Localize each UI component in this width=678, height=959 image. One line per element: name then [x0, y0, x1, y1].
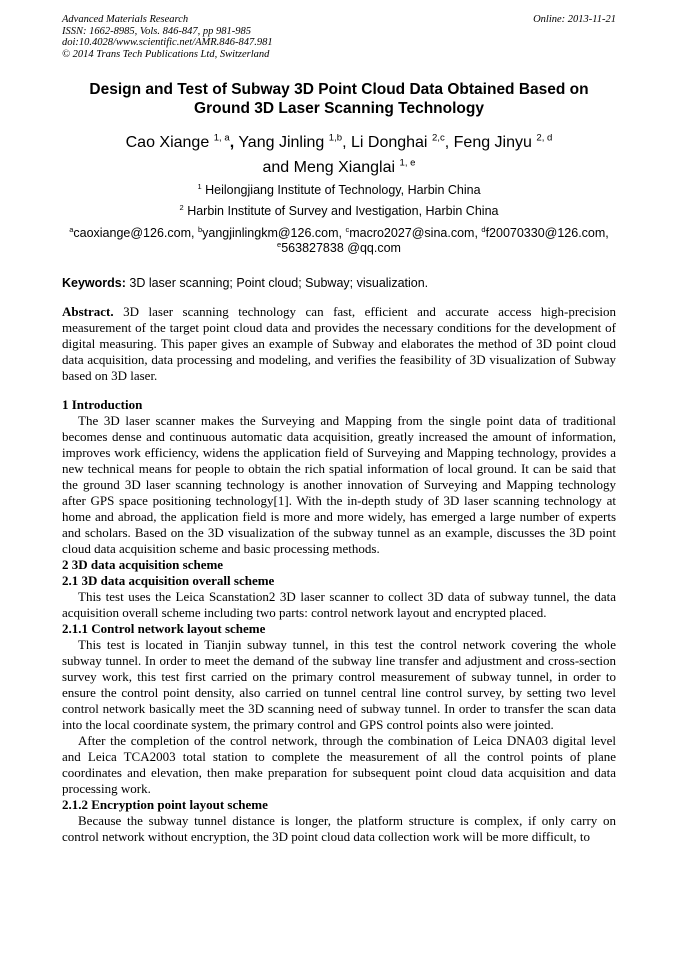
title-line-2: Ground 3D Laser Scanning Technology	[194, 100, 484, 117]
section-heading-introduction: 1 Introduction	[62, 397, 143, 412]
paper-body	[62, 304, 616, 845]
author-sup: 1, e	[399, 157, 416, 169]
section-2-1-2-paragraph: Because the subway tunnel distance is longer, the platform structure is complex, if only carry on control network without encryption, the 3D point cloud data collection work will be more difficult, to	[62, 813, 616, 844]
paper-title	[62, 80, 616, 118]
affiliation-1	[62, 183, 616, 198]
author-name: Cao Xiange	[125, 134, 210, 151]
section-heading-2-1-2: 2.1.2 Encryption point layout scheme	[62, 797, 268, 812]
email: yangjinlingkm@126.com,	[202, 226, 342, 240]
section-2-1-1-paragraph-2: After the completion of the control network, through the combination of Leica DNA03 digital level and Leica TCA2003 total station to complete the measurement of all the control points of plane coordinates and elevation, then make preparation for subsequent point cloud data acquisition and data processing work.	[62, 733, 616, 796]
email-sup: c	[345, 224, 350, 234]
author-list	[62, 130, 616, 180]
issn-line: ISSN: 1662-8985, Vols. 846-847, pp 981-985	[62, 25, 251, 37]
copyright-line: © 2014 Trans Tech Publications Ltd, Switzerland	[62, 48, 270, 60]
author-line-2	[62, 155, 616, 180]
email: caoxiange@126.com,	[73, 226, 195, 240]
email: 563827838 @qq.com	[281, 241, 401, 255]
author-name: Feng Jinyu	[453, 134, 532, 151]
section-heading-2-1: 2.1 3D data acquisition overall scheme	[62, 573, 275, 588]
section-2-1-1-paragraph-1: This test is located in Tianjin subway tunnel, in this test the control network covering the whole subway tunnel. In order to meet the demand of the subway line transfer and adjustment and cross-section survey work, this test first carried on the primary control measurement of subway tunnel, in order to ensure the control point density, also carried on tunnel central line control survey, by setting two level control network basically meet the 3D scanning need of subway tunnel. In order to transfer the scan data into the local coordinate system, the primary control and GPS control points also were jointed.	[62, 637, 616, 732]
abstract-text: 3D laser scanning technology can fast, efficient and accurate access high-precision measurement of the target point cloud data and provides the necessary conditions for the development of digital measuring. This paper gives an example of Subway and elaborates the method of 3D point cloud data acquisition, data processing and modeling, and verifies the feasibility of 3D visualization of Subway based on 3D laser.	[62, 304, 616, 383]
title-line-1: Design and Test of Subway 3D Point Cloud Data Obtained Based on	[89, 81, 589, 98]
abstract	[62, 304, 616, 384]
author-sup: 2, d	[536, 132, 553, 144]
affiliation-sup: 2	[179, 202, 184, 212]
affiliation-text: Harbin Institute of Survey and Ivestigation, Harbin China	[187, 204, 499, 218]
keywords-label: Keywords:	[62, 276, 126, 290]
email: macro2027@sina.com,	[349, 226, 478, 240]
author-name: and Meng Xianglai	[262, 159, 396, 176]
author-sup: 2,c	[431, 132, 445, 144]
section-heading-2: 2 3D data acquisition scheme	[62, 557, 224, 572]
email-line-2	[62, 241, 616, 256]
email-sup: a	[69, 224, 74, 234]
email-line-1	[62, 226, 616, 241]
section-heading-2-1-1: 2.1.1 Control network layout scheme	[62, 621, 266, 636]
author-name: Li Donghai	[350, 134, 428, 151]
doi-line: doi:10.4028/www.scientific.net/AMR.846-847.981	[62, 37, 273, 48]
keywords-text: 3D laser scanning; Point cloud; Subway; visualization.	[125, 276, 429, 290]
affiliation-2	[62, 204, 616, 219]
introduction-paragraph: The 3D laser scanner makes the Surveying and Mapping from the single point data of traditional becomes dense and continuous automatic data acquisition, greatly increased the amount of information, improves work efficiency, widens the application field of Surveying and Mapping technology, provides a new technical means for people to obtain the rich spatial information of local ground. It can be said that the ground 3D laser scanning technology is another innovation of Surveying and Mapping technology after GPS space positioning technology[1]. With the in-depth study of 3D laser scanning technology at home and abroad, the application field is more and more widely, has emerged a large number of experts and scholars. Based on the 3D visualization of the subway tunnel as an example, discusses the 3D point cloud data acquisition scheme and basic processing methods.	[62, 413, 616, 556]
online-date: Online: 2013-11-21	[533, 14, 616, 25]
email-sup: d	[481, 224, 486, 234]
email: f20070330@126.com,	[485, 226, 609, 240]
email-list	[62, 226, 616, 256]
author-sup: 1, a	[213, 132, 230, 144]
keywords	[62, 276, 616, 291]
section-2-1-paragraph: This test uses the Leica Scanstation2 3D laser scanner to collect 3D data of subway tunnel, the data acquisition overall scheme including two parts: control network layout and encrypted placed.	[62, 589, 616, 620]
abstract-label: Abstract.	[62, 304, 114, 319]
author-sup: 1,b	[328, 132, 343, 144]
email-sup: e	[277, 239, 282, 249]
journal-name: Advanced Materials Research	[62, 14, 189, 25]
email-sup: b	[197, 224, 203, 234]
author-line-1: Cao Xiange $^{1, a}$, Yang Jinling $^{1,b}$, Li Donghai $^{2,c}$, Feng Jinyu $^{2, d}$	[125, 132, 553, 151]
affiliation-text: Heilongjiang Institute of Technology, Harbin China	[205, 183, 481, 197]
journal-header	[62, 14, 616, 60]
affiliation-sup: 1	[197, 181, 202, 191]
author-name: Yang Jinling	[238, 134, 325, 151]
